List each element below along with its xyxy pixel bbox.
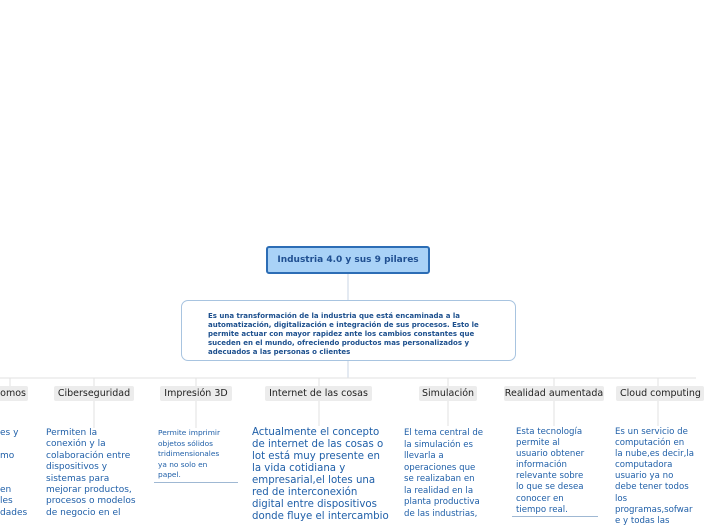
topic-node-1[interactable] xyxy=(54,386,134,401)
topic-node-2[interactable] xyxy=(160,386,232,401)
root-node[interactable] xyxy=(266,246,430,274)
topic-text-6: Es un servicio de computación en la nube,es decir,la computadora usuario ya no debe tener todos los programas,sofwar e y todas las xyxy=(615,427,695,526)
topic-text-0: es y mo en les dades xyxy=(0,428,28,518)
topic-5-underline xyxy=(512,516,598,517)
topic-label: Realidad aumentada xyxy=(504,388,604,399)
topic-label: Impresión 3D xyxy=(164,388,228,399)
description-node[interactable] xyxy=(181,300,516,361)
topic-text-2: Permite imprimir objetos sólidos tridimensionales ya no solo en papel. xyxy=(158,428,221,479)
topic-text-5: Esta tecnología permite al usuario obtener información relevante sobre lo que se desea conocer en tiempo real. xyxy=(516,427,585,515)
topic-label: Simulación xyxy=(421,388,475,399)
topic-node-0[interactable] xyxy=(0,386,28,401)
description-text: Es una transformación de la industria que está encaminada a la automatización, digitalización e integración de sus procesos. Esto le permite actuar con mayor rapidez ante los cambios constantes que suceden en el mundo, ofreciendo productos mas personalizados y adecuados a las personas o clientes xyxy=(208,312,479,356)
topic-label: Ciberseguridad xyxy=(57,388,131,399)
topic-label: Cloud computing xyxy=(620,388,701,399)
topic-node-3[interactable] xyxy=(265,386,372,401)
topic-label: omos xyxy=(0,388,26,399)
topic-node-5[interactable] xyxy=(504,386,604,401)
root-title: Industria 4.0 y sus 9 pilares xyxy=(277,255,419,265)
topic-2-underline xyxy=(154,482,238,483)
topic-node-4[interactable] xyxy=(419,386,477,401)
topic-label: Internet de las cosas xyxy=(269,388,368,399)
topic-text-4: El tema central de la simulación es llevarla a operaciones que se realizaban en la realidad en la planta productiva de las industrias, xyxy=(404,428,484,519)
topic-text-1: Permiten la conexión y la colaboración entre dispositivos y sistemas para mejorar productos, procesos o modelos de negocio en el xyxy=(46,428,136,518)
topic-node-6[interactable] xyxy=(616,386,704,401)
topic-text-3: Actualmente el concepto de internet de las cosas o lot está muy presente en la vida cotidiana y empresarial,el lotes una red de interconexión digital entre dispositivos donde fluye el intercambio xyxy=(252,427,389,522)
